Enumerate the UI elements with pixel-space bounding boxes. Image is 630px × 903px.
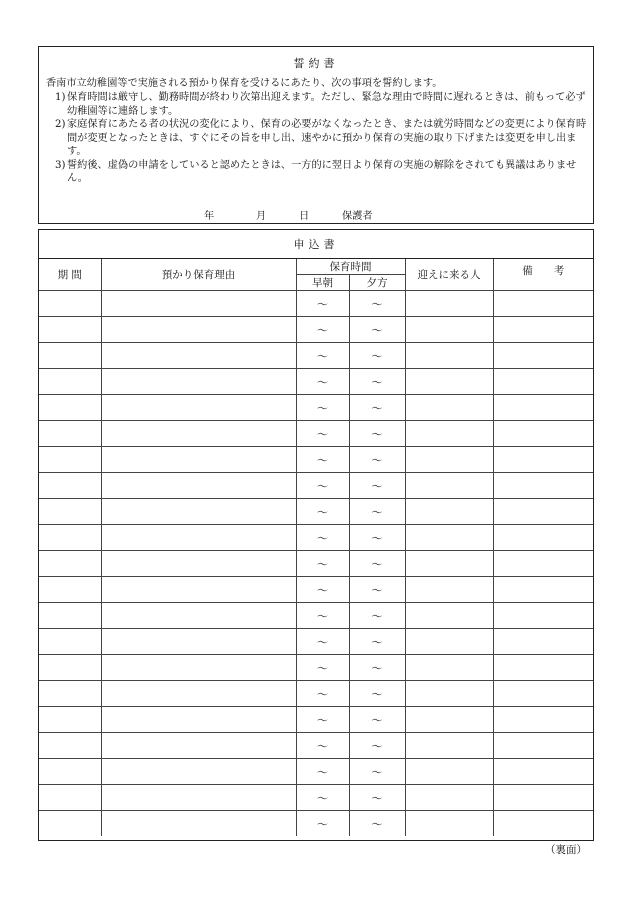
pledge-item-3: [39, 159, 593, 186]
tilde-mark: ～: [371, 817, 383, 831]
evening-time-cell[interactable]: [349, 369, 405, 395]
pledge-item-2: [39, 118, 593, 159]
tilde-mark: ～: [371, 661, 383, 675]
period-cell[interactable]: [39, 473, 101, 499]
evening-time-cell[interactable]: [349, 473, 405, 499]
tilde-mark: ～: [371, 531, 383, 545]
remarks-cell[interactable]: [493, 551, 593, 577]
pickup-person-cell[interactable]: [405, 551, 493, 577]
tilde-mark: ～: [317, 297, 328, 311]
evening-time-cell[interactable]: [349, 525, 405, 551]
evening-time-cell[interactable]: [349, 759, 405, 785]
period-cell[interactable]: [39, 447, 101, 473]
reason-cell[interactable]: [101, 551, 296, 577]
remarks-cell[interactable]: [493, 447, 593, 473]
period-cell[interactable]: [39, 629, 101, 655]
remarks-cell[interactable]: [493, 733, 593, 759]
early-time-cell[interactable]: [296, 707, 349, 733]
tilde-mark: ～: [317, 817, 328, 831]
reason-cell[interactable]: [101, 655, 296, 681]
period-cell[interactable]: [39, 733, 101, 759]
reason-cell[interactable]: [101, 447, 296, 473]
pickup-person-cell[interactable]: [405, 447, 493, 473]
remarks-cell[interactable]: [493, 525, 593, 551]
early-time-cell[interactable]: [296, 785, 349, 811]
tilde-mark: ～: [371, 609, 383, 623]
early-time-cell[interactable]: [296, 811, 349, 837]
reason-cell[interactable]: [101, 421, 296, 447]
period-cell[interactable]: [39, 681, 101, 707]
pledge-title: 誓約書: [293, 57, 339, 70]
evening-time-cell[interactable]: [349, 785, 405, 811]
remarks-cell[interactable]: [493, 629, 593, 655]
tilde-mark: ～: [317, 323, 328, 337]
header-early-morning: 早朝: [296, 275, 349, 291]
application-section: [38, 229, 594, 841]
early-time-cell[interactable]: [296, 759, 349, 785]
tilde-mark: ～: [371, 349, 383, 363]
table-row: [39, 343, 593, 369]
sign-month: 月: [256, 211, 267, 222]
tilde-mark: ～: [317, 609, 328, 623]
table-row: [39, 707, 593, 733]
pickup-person-cell[interactable]: [405, 473, 493, 499]
evening-time-cell[interactable]: [349, 317, 405, 343]
pickup-person-cell[interactable]: [405, 343, 493, 369]
header-care-time: 保育時間: [296, 259, 405, 275]
remarks-cell[interactable]: [493, 421, 593, 447]
early-time-cell[interactable]: [296, 655, 349, 681]
pledge-intro: 香南市立幼稚園等で実施される預かり保育を受けるにあたり、次の事項を誓約します。: [46, 78, 443, 89]
table-row: [39, 733, 593, 759]
tilde-mark: ～: [371, 427, 383, 441]
application-rows: [39, 291, 593, 837]
tilde-mark: ～: [371, 297, 383, 311]
early-time-cell[interactable]: [296, 577, 349, 603]
tilde-mark: ～: [371, 765, 383, 779]
reason-cell[interactable]: [101, 395, 296, 421]
table-row: [39, 629, 593, 655]
early-time-cell[interactable]: [296, 499, 349, 525]
period-cell[interactable]: [39, 421, 101, 447]
evening-time-cell[interactable]: [349, 629, 405, 655]
table-row: [39, 525, 593, 551]
tilde-mark: ～: [317, 739, 328, 753]
tilde-mark: ～: [371, 323, 383, 337]
table-row: [39, 577, 593, 603]
early-time-cell[interactable]: [296, 395, 349, 421]
early-time-cell[interactable]: [296, 473, 349, 499]
early-time-cell[interactable]: [296, 603, 349, 629]
period-cell[interactable]: [39, 343, 101, 369]
pledge-item-text: 誓約後、虚偽の申請をしていると認めたときは、一方的に翌日より保育の実施の解除をされても異議はありません。: [67, 159, 577, 184]
tilde-mark: ～: [317, 687, 328, 701]
pickup-person-cell[interactable]: [405, 629, 493, 655]
reason-cell[interactable]: [101, 317, 296, 343]
reason-cell[interactable]: [101, 525, 296, 551]
period-cell[interactable]: [39, 369, 101, 395]
evening-time-cell[interactable]: [349, 577, 405, 603]
table-row: [39, 369, 593, 395]
table-row: [39, 499, 593, 525]
table-row: [39, 655, 593, 681]
reason-cell[interactable]: [101, 343, 296, 369]
remarks-cell[interactable]: [493, 317, 593, 343]
remarks-cell[interactable]: [493, 499, 593, 525]
tilde-mark: ～: [317, 375, 328, 389]
period-cell[interactable]: [39, 317, 101, 343]
header-evening: 夕方: [349, 275, 405, 291]
period-cell[interactable]: [39, 551, 101, 577]
table-row: [39, 473, 593, 499]
remarks-cell[interactable]: [493, 811, 593, 837]
evening-time-cell[interactable]: [349, 811, 405, 837]
reason-cell[interactable]: [101, 291, 296, 317]
early-time-cell[interactable]: [296, 629, 349, 655]
period-cell[interactable]: [39, 785, 101, 811]
pickup-person-cell[interactable]: [405, 395, 493, 421]
remarks-cell[interactable]: [493, 291, 593, 317]
reason-cell[interactable]: [101, 603, 296, 629]
pickup-person-cell[interactable]: [405, 577, 493, 603]
table-row: [39, 447, 593, 473]
tilde-mark: ～: [317, 557, 328, 571]
remarks-cell[interactable]: [493, 343, 593, 369]
tilde-mark: ～: [317, 349, 328, 363]
tilde-mark: ～: [317, 635, 328, 649]
sign-guardian-label: 保護者: [342, 211, 373, 222]
tilde-mark: ～: [317, 453, 328, 467]
table-row: [39, 759, 593, 785]
table-row: [39, 291, 593, 317]
early-time-cell[interactable]: [296, 369, 349, 395]
reason-cell[interactable]: [101, 577, 296, 603]
pledge-item-1: [39, 91, 593, 118]
pledge-item-text: 保育時間は厳守し、勤務時間が終わり次第出迎えます。ただし、緊急な理由で時間に遅れるときは、前もって必ず幼稚園等に連絡します。: [67, 92, 586, 117]
early-time-cell[interactable]: [296, 291, 349, 317]
tilde-mark: ～: [317, 791, 328, 805]
table-row: [39, 421, 593, 447]
pickup-person-cell[interactable]: [405, 733, 493, 759]
tilde-mark: ～: [317, 765, 328, 779]
tilde-mark: ～: [317, 401, 328, 415]
pickup-person-cell[interactable]: [405, 525, 493, 551]
evening-time-cell[interactable]: [349, 447, 405, 473]
period-cell[interactable]: [39, 291, 101, 317]
period-cell[interactable]: [39, 577, 101, 603]
tilde-mark: ～: [317, 713, 328, 727]
pickup-person-cell[interactable]: [405, 811, 493, 837]
remarks-cell[interactable]: [493, 395, 593, 421]
tilde-mark: ～: [317, 661, 328, 675]
period-cell[interactable]: [39, 525, 101, 551]
period-cell[interactable]: [39, 811, 101, 837]
tilde-mark: ～: [371, 557, 383, 571]
remarks-cell[interactable]: [493, 577, 593, 603]
header-reason: 預かり保育理由: [101, 259, 296, 291]
period-cell[interactable]: [39, 655, 101, 681]
early-time-cell[interactable]: [296, 421, 349, 447]
period-cell[interactable]: [39, 395, 101, 421]
tilde-mark: ～: [371, 739, 383, 753]
tilde-mark: ～: [317, 531, 328, 545]
evening-time-cell[interactable]: [349, 421, 405, 447]
tilde-mark: ～: [371, 453, 383, 467]
evening-time-cell[interactable]: [349, 343, 405, 369]
pickup-person-cell[interactable]: [405, 317, 493, 343]
remarks-cell[interactable]: [493, 473, 593, 499]
table-row: [39, 681, 593, 707]
reason-cell[interactable]: [101, 369, 296, 395]
pickup-person-cell[interactable]: [405, 499, 493, 525]
evening-time-cell[interactable]: [349, 551, 405, 577]
remarks-cell[interactable]: [493, 655, 593, 681]
remarks-cell[interactable]: [493, 785, 593, 811]
evening-time-cell[interactable]: [349, 707, 405, 733]
header-pickup-person: 迎えに来る人: [405, 259, 493, 291]
tilde-mark: ～: [371, 713, 383, 727]
pickup-person-cell[interactable]: [405, 369, 493, 395]
table-row: [39, 811, 593, 837]
reason-cell[interactable]: [101, 707, 296, 733]
pickup-person-cell[interactable]: [405, 759, 493, 785]
pickup-person-cell[interactable]: [405, 707, 493, 733]
remarks-cell[interactable]: [493, 603, 593, 629]
reason-cell[interactable]: [101, 681, 296, 707]
early-time-cell[interactable]: [296, 551, 349, 577]
application-title: 申込書: [39, 230, 593, 259]
early-time-cell[interactable]: [296, 343, 349, 369]
table-row: [39, 603, 593, 629]
tilde-mark: ～: [317, 505, 328, 519]
early-time-cell[interactable]: [296, 525, 349, 551]
tilde-mark: ～: [371, 791, 383, 805]
tilde-mark: ～: [371, 401, 383, 415]
pledge-item-text: 家庭保育にあたる者の状況の変化により、保育の必要がなくなったとき、または就労時間などの変更により保育時間が変更となったときは、すぐにその旨を申し出、速やかに預かり保育の実施の取り下げまたは変更を申し出ます。: [67, 119, 587, 157]
table-row: [39, 551, 593, 577]
period-cell[interactable]: [39, 707, 101, 733]
reason-cell[interactable]: [101, 811, 296, 837]
period-cell[interactable]: [39, 499, 101, 525]
evening-time-cell[interactable]: [349, 499, 405, 525]
table-row: [39, 785, 593, 811]
remarks-cell[interactable]: [493, 759, 593, 785]
evening-time-cell[interactable]: [349, 603, 405, 629]
tilde-mark: ～: [317, 583, 328, 597]
tilde-mark: ～: [371, 635, 383, 649]
evening-time-cell[interactable]: [349, 291, 405, 317]
header-remarks: 備 考: [493, 259, 593, 291]
evening-time-cell[interactable]: [349, 733, 405, 759]
pickup-person-cell[interactable]: [405, 681, 493, 707]
pickup-person-cell[interactable]: [405, 421, 493, 447]
pickup-person-cell[interactable]: [405, 655, 493, 681]
period-cell[interactable]: [39, 759, 101, 785]
tilde-mark: ～: [371, 505, 383, 519]
pickup-person-cell[interactable]: [405, 291, 493, 317]
sign-day: 日: [299, 211, 310, 222]
pledge-item-number: 1): [55, 92, 66, 103]
signature-line: [39, 207, 593, 221]
pickup-person-cell[interactable]: [405, 603, 493, 629]
header-period: 期 間: [39, 259, 101, 291]
reason-cell[interactable]: [101, 629, 296, 655]
remarks-cell[interactable]: [493, 369, 593, 395]
early-time-cell[interactable]: [296, 681, 349, 707]
remarks-cell[interactable]: [493, 681, 593, 707]
pickup-person-cell[interactable]: [405, 785, 493, 811]
tilde-mark: ～: [371, 687, 383, 701]
remarks-cell[interactable]: [493, 707, 593, 733]
reason-cell[interactable]: [101, 499, 296, 525]
table-row: [39, 317, 593, 343]
table-row: [39, 395, 593, 421]
tilde-mark: ～: [317, 427, 328, 441]
reason-cell[interactable]: [101, 759, 296, 785]
pledge-item-number: 3): [55, 159, 66, 171]
evening-time-cell[interactable]: [349, 681, 405, 707]
application-table: [39, 259, 593, 836]
evening-time-cell[interactable]: [349, 395, 405, 421]
period-cell[interactable]: [39, 603, 101, 629]
early-time-cell[interactable]: [296, 317, 349, 343]
pledge-item-number: 2): [55, 119, 66, 130]
early-time-cell[interactable]: [296, 447, 349, 473]
tilde-mark: ～: [371, 375, 383, 389]
reason-cell[interactable]: [101, 733, 296, 759]
page-side-note: （裏面）: [545, 844, 587, 856]
reason-cell[interactable]: [101, 473, 296, 499]
tilde-mark: ～: [371, 583, 383, 597]
pledge-section: [38, 46, 594, 224]
early-time-cell[interactable]: [296, 733, 349, 759]
evening-time-cell[interactable]: [349, 655, 405, 681]
reason-cell[interactable]: [101, 785, 296, 811]
sign-year: 年: [204, 211, 215, 222]
tilde-mark: ～: [317, 479, 328, 493]
tilde-mark: ～: [371, 479, 383, 493]
